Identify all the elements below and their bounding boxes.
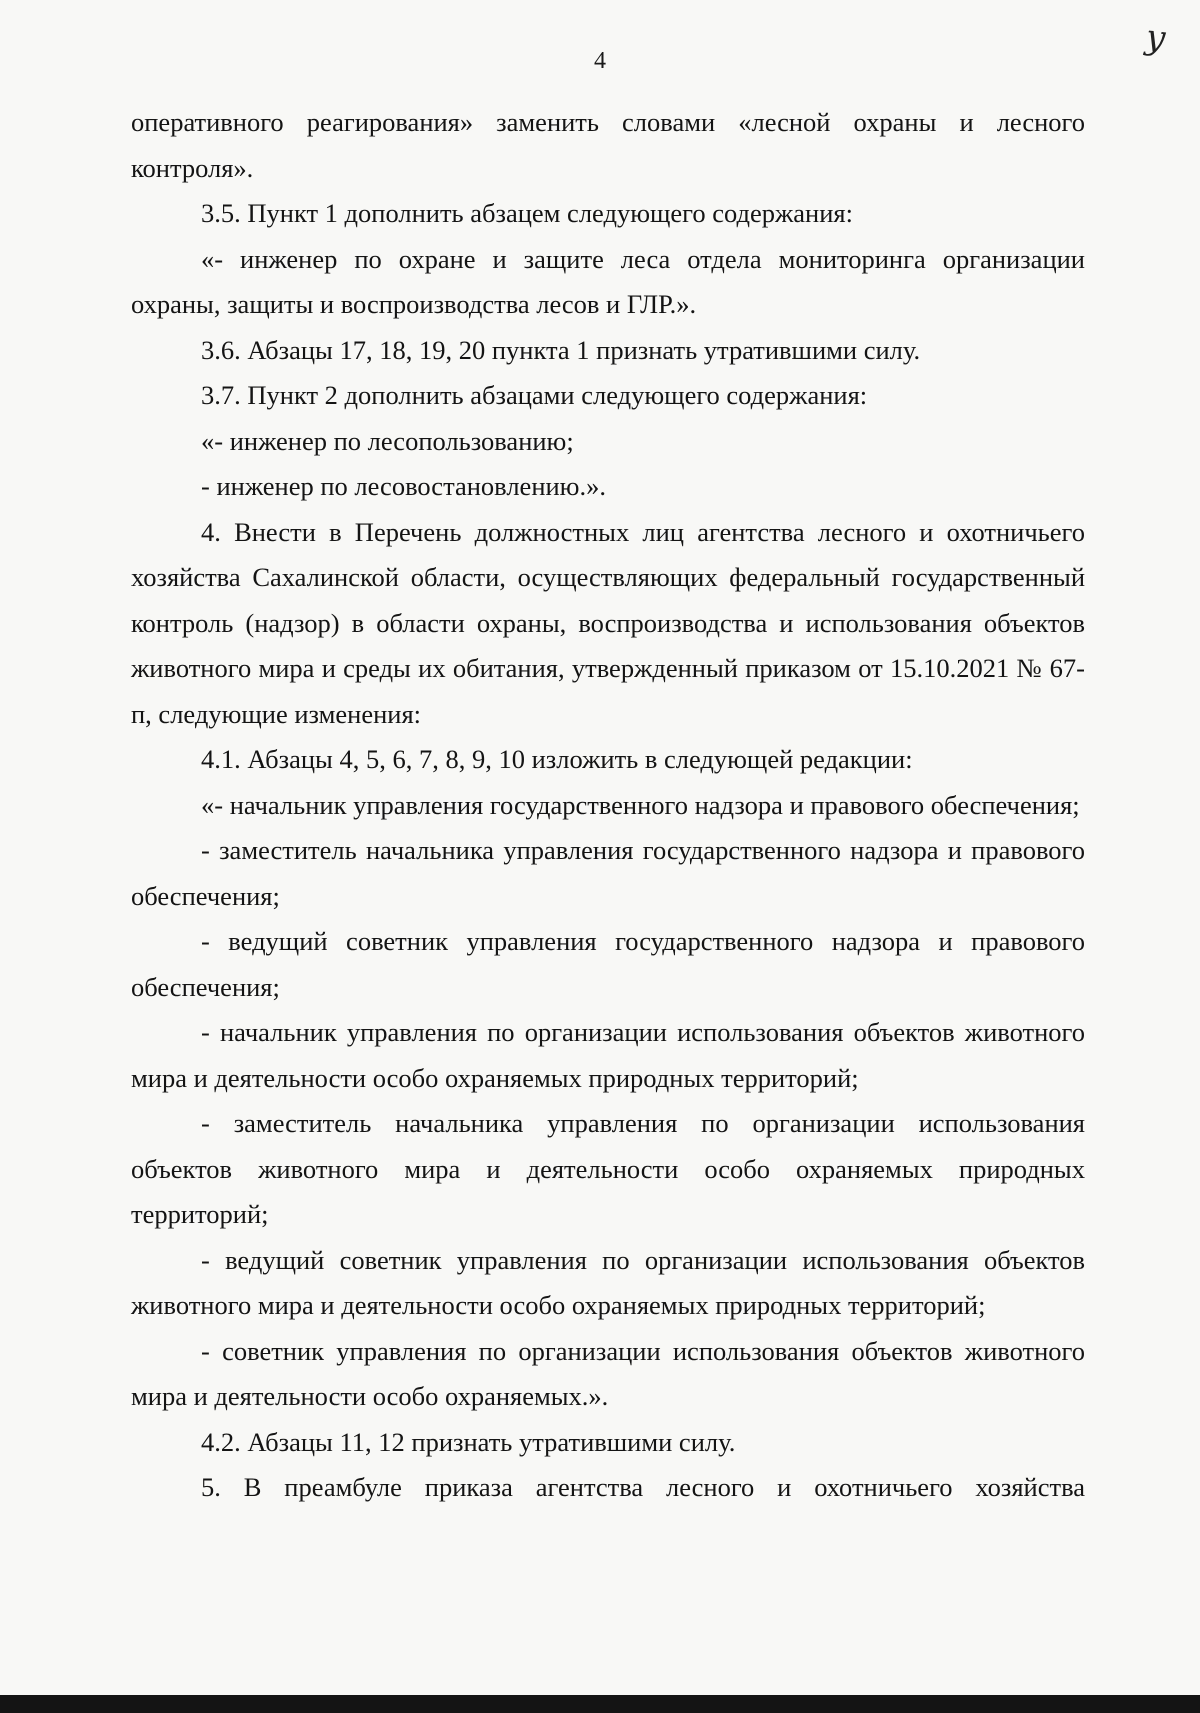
paragraph: 4.1. Абзацы 4, 5, 6, 7, 8, 9, 10 изложить в следующей редакции: — [201, 744, 913, 774]
paragraph: - заместитель начальника управления по организации использования объектов животного мира и деятельности особо охраняемых природных территорий; — [131, 1108, 1085, 1229]
paragraph: - ведущий советник управления государственного надзора и правового обеспечения; — [131, 926, 1085, 1002]
page-number: 4 — [594, 48, 606, 74]
paragraph: 4.2. Абзацы 11, 12 признать утратившими силу. — [201, 1426, 736, 1457]
paragraph: - ведущий советник управления по организации использования объектов животного мира и деятельности особо охраняемых природных территорий; — [131, 1244, 1085, 1320]
paragraph: «- начальник управления государственного надзора и правового обеспечения; — [201, 789, 1080, 820]
paragraph: «- инженер по лесопользованию; — [201, 425, 574, 456]
paragraph: 4. Внести в Перечень должностных лиц агентства лесного и охотничьего хозяйства Сахалинской области, осуществляющих федеральный государственный контроль (надзор) в области охраны, воспроизводства и использования объектов животного мира и среды их обитания, утвержденный приказом от 15.10.2021 № 67-п, следующие изменения: — [131, 516, 1085, 729]
paragraph: оперативного реагирования» заменить словами «лесной охраны и лесного контроля». — [131, 107, 1085, 183]
paragraph: 3.6. Абзацы 17, 18, 19, 20 пункта 1 признать утратившими силу. — [201, 334, 921, 365]
paragraph: - заместитель начальника управления государственного надзора и правового обеспечения; — [131, 835, 1085, 911]
paragraph: - начальник управления по организации использования объектов животного мира и деятельности особо охраняемых природных территорий; — [131, 1017, 1085, 1093]
handwritten-corner-mark: у — [1143, 17, 1168, 59]
scan-bottom-edge — [0, 1695, 1200, 1713]
paragraph: - инженер по лесовостановлению.». — [201, 471, 606, 501]
paragraph: - советник управления по организации использования объектов животного мира и деятельности особо охраняемых.». — [131, 1335, 1085, 1411]
paragraph: «- инженер по охране и защите леса отдела мониторинга организации охраны, защиты и воспроизводства лесов и ГЛР.». — [131, 243, 1085, 319]
paragraph: 3.5. Пункт 1 дополнить абзацем следующего содержания: — [201, 198, 853, 228]
document-body — [131, 100, 1085, 1511]
paragraph: 5. В преамбуле приказа агентства лесного и охотничьего хозяйства — [201, 1472, 1085, 1502]
paragraph: 3.7. Пункт 2 дополнить абзацами следующего содержания: — [201, 380, 868, 410]
